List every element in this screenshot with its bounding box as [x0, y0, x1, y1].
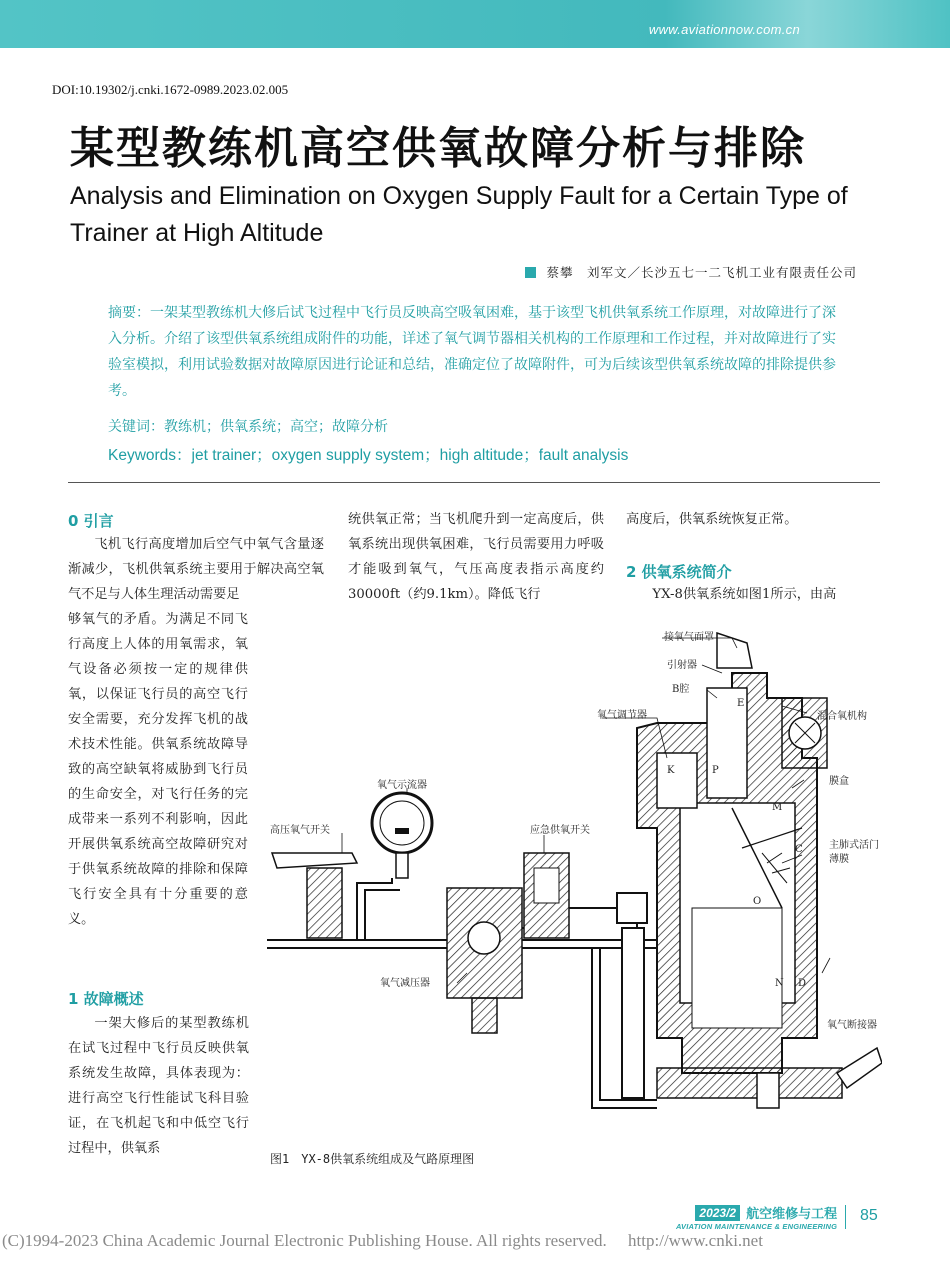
letter-p: P [712, 765, 719, 776]
letter-d: D [798, 978, 807, 989]
doi: DOI:10.19302/j.cnki.1672-0989.2023.02.005 [52, 82, 289, 97]
label-indicator: 氧气示流器 [377, 780, 427, 791]
page-number: 85 [860, 1207, 878, 1224]
authors [525, 263, 857, 281]
magazine-name: 航空维修与工程 [746, 1207, 838, 1222]
issue-badge: 2023/2 [695, 1205, 740, 1221]
flow-indicator [372, 793, 432, 878]
label-valve: 主肺式活门 [829, 840, 879, 851]
label-mask: 接氧气面罩 [664, 632, 714, 643]
letter-m: M [772, 802, 783, 813]
hp-switch [272, 853, 357, 938]
section-2-text: YX-8供氧系统如图1所示，由高 [652, 587, 837, 602]
label-diaphragm: 薄膜 [829, 854, 849, 865]
section-0-text-b: 够氧气的矛盾。为满足不同飞行高度上人体的用氧需求，氧气设备必须按一定的规律供氧，以保证飞行员的高空飞行安全需要，充分发挥飞机的战术技术性能。供氧系统故障导致的高空缺氧将威胁到飞行员的生命安全，对飞行任务的完成带来一系列不利影响，因此开展供氧系统高空故障研究对于供氧系统故障的排除和保障飞行安全具有十分重要的意义。 [68, 612, 248, 927]
letter-n: N [775, 978, 784, 989]
label-b-chamber: B腔 [672, 684, 690, 695]
title-cn: 某型教练机高空供氧故障分析与排除 [70, 123, 806, 174]
section-1-text: 一架大修后的某型教练机在试飞过程中飞行员反映供氧系统发生故障，具体表现为：进行高空飞行性能试飞科目验证，在飞机起飞和中低空飞行过程中，供氧系 [68, 1016, 249, 1156]
column-3-text: 高度后，供氧系统恢复正常。 [626, 512, 798, 527]
section-0-text-a: 飞机飞行高度增加后空气中氧气含量逐渐减少，飞机供氧系统主要用于解决高空氧气不足与人体生理活动需要足 [68, 537, 324, 602]
authors-text: 蔡攀 刘军文／长沙五七一二飞机工业有限责任公司 [546, 265, 857, 280]
letter-c: C [795, 844, 803, 855]
section-2-heading: 2 供氧系统简介 [626, 563, 732, 581]
copyright: (C)1994-2023 China Academic Journal Electronic Publishing House. All rights reserved. http://www.cnki.net [2, 1231, 763, 1250]
label-reducer: 氧气减压器 [380, 978, 430, 989]
label-regulator: 氧气调节器 [597, 710, 647, 721]
section-1-heading: 1 故障概述 [68, 990, 144, 1008]
keywords-en: Keywords：jet trainer；oxygen supply system；high altitude；fault analysis [108, 447, 629, 464]
header-stripe [0, 0, 950, 48]
header-banner [0, 0, 950, 48]
square-icon [525, 267, 536, 278]
section-0-heading: 0 引言 [68, 512, 114, 530]
label-emergency: 应急供氧开关 [530, 825, 590, 836]
divider [68, 482, 880, 483]
label-disconnect: 氧气断接器 [827, 1020, 877, 1031]
figure-1 [262, 628, 882, 1148]
label-capsule: 膜盒 [829, 776, 849, 787]
figure-caption: 图1 YX-8供氧系统组成及气路原理图 [270, 1152, 475, 1166]
footer-divider [845, 1205, 846, 1229]
label-mixing: 混合氧机构 [817, 711, 867, 722]
magazine-name-en: AVIATION MAINTENANCE & ENGINEERING [676, 1222, 838, 1231]
header-url[interactable]: www.aviationnow.com.cn [648, 22, 800, 37]
oxygen-system-diagram [262, 628, 882, 1148]
letter-k: K [667, 765, 675, 776]
label-ejector: 引射器 [667, 660, 697, 671]
emergency-switch [524, 853, 569, 938]
keywords-cn: 关键词：教练机；供氧系统；高空；故障分析 [108, 419, 388, 435]
label-hp-switch: 高压氧气开关 [270, 825, 330, 836]
oxygen-reducer [447, 888, 522, 1033]
letter-o: O [753, 896, 762, 907]
mixing-mechanism [782, 698, 827, 768]
title-en: Analysis and Elimination on Oxygen Supply Fault for a Certain Type of Trainer at High Altitude [70, 182, 848, 247]
column-2-text: 统供氧正常；当飞机爬升到一定高度后，供氧系统出现供氧困难，飞行员需要用力呼吸才能吸到氧气，气压高度表指示高度约30000ft（约9.1km）。降低飞行 [348, 512, 604, 602]
letter-e: E [737, 698, 745, 709]
abstract: 摘要：一架某型教练机大修后试飞过程中飞行员反映高空吸氧困难，基于该型飞机供氧系统工作原理，对故障进行了深入分析。介绍了该型供氧系统组成附件的功能，详述了氧气调节器相关机构的工作原理和工作过程，并对故障进行了实验室模拟，利用试验数据对故障原因进行论证和总结，准确定位了故障附件，可为后续该型供氧系统故障的排除提供参考。 [108, 305, 836, 399]
